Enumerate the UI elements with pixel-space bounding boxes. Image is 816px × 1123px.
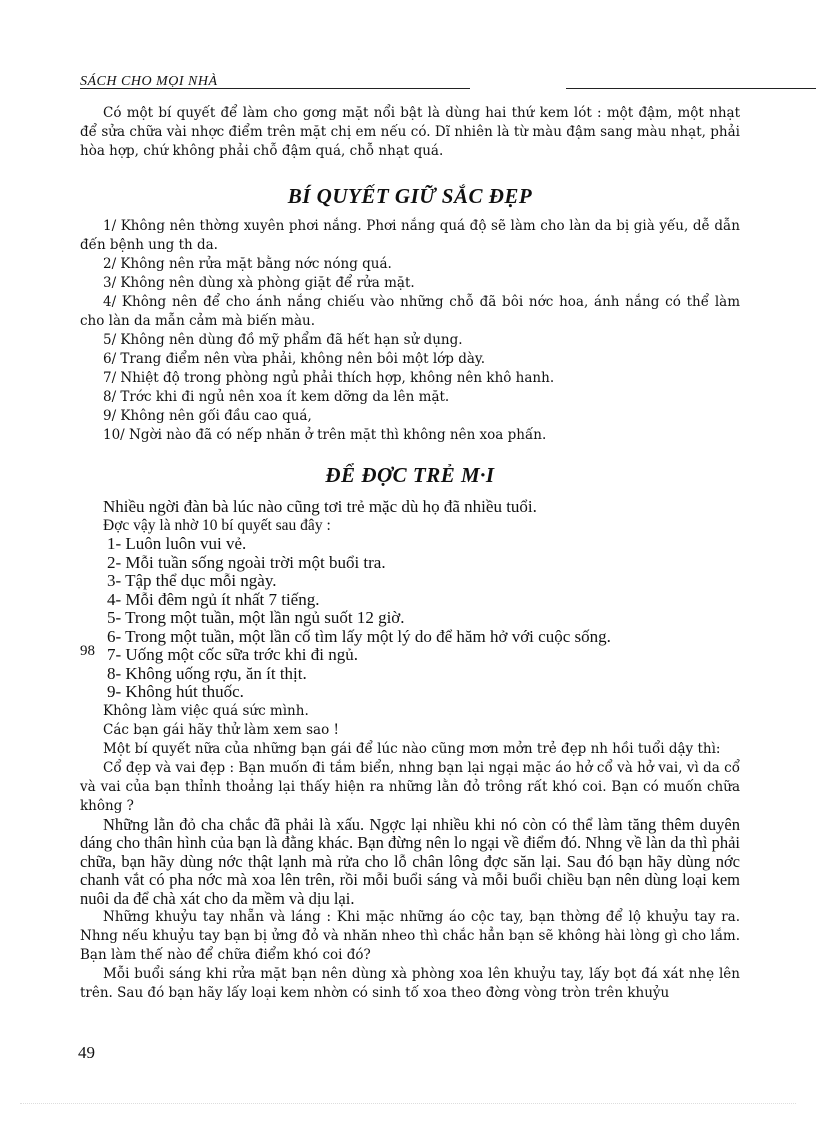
beauty-tips-list [80, 217, 740, 445]
section-title-stay-young: ĐỂ ĐỢC TRẺ M·I [325, 463, 495, 487]
young-secrets-list [80, 535, 740, 702]
tail-line: Các bạn gái hãy thử làm xem sao ! [103, 721, 339, 738]
page-number: 49 [78, 1043, 95, 1062]
list-item: 8- Không uống rợu, ăn ít thịt. [107, 663, 307, 683]
tip-item: 2/ Không nên rửa mặt bằng nớc nóng quá. [103, 256, 392, 272]
running-header: SÁCH CHO MỌI NHÀ [80, 74, 218, 89]
list-item: 2- Mỗi tuần sống ngoài trời một buổi tra. [107, 552, 386, 572]
body-paragraph: Những khuỷu tay nhẵn và láng : Khi mặc những áo cộc tay, bạn thờng để lộ khuỷu tay ra. Nhng nếu khuỷu tay bạn bị ửng đỏ và nhăn nheo thì chắc hẳn bạn sẽ không hài lòng gì cho lắm. Bạn làm thế nào để chữa điểm khó coi đó? [80, 909, 740, 963]
tip-item: 9/ Không nên gối đầu cao quá, [103, 408, 312, 424]
header-rule-left [80, 88, 470, 89]
header-rule-right [566, 88, 816, 89]
body-paragraph: Mỗi buổi sáng khi rửa mặt bạn nên dùng xà phòng xoa lên khuỷu tay, lấy bọt đá xát nhẹ lên trên. Sau đó bạn hãy lấy loại kem nhờn có sinh tố xoa theo đờng vòng tròn trên khuỷu [80, 966, 740, 1001]
list-item: 3- Tập thể dục mỗi ngày. [107, 571, 277, 590]
tail-line: Không làm việc quá sức mình. [103, 702, 309, 719]
body-paragraph: Cổ đẹp và vai đẹp : Bạn muốn đi tắm biển, nhng bạn lại ngại mặc áo hở cổ và hở vai, vì da cổ và vai của bạn thỉnh thoảng lại thấy hiện ra những lằn đỏ trông rất khó coi. Bạn có muốn chữa không ? [80, 759, 740, 814]
section-title-beauty-secrets: BÍ QUYẾT GIỮ SẮC ĐẸP [287, 184, 533, 208]
tip-item: 8/ Trớc khi đi ngủ nên xoa ít kem dỡng da lên mặt. [103, 389, 450, 405]
young-intro-line: Đợc vậy là nhờ 10 bí quyết sau đây : [103, 516, 331, 534]
tip-item: 4/ Không nên để cho ánh nắng chiếu vào những chỗ đã bôi nớc hoa, ánh nắng có thể làm cho làn da mẫn cảm mà biến màu. [80, 294, 740, 329]
page-body [80, 104, 740, 1003]
list-item: 4- Mỗi đêm ngủ ít nhất 7 tiếng. [107, 589, 320, 609]
list-item: 7- Uống một cốc sữa trớc khi đi ngủ. [107, 645, 358, 664]
tip-item: 6/ Trang điểm nên vừa phải, không nên bôi một lớp dày. [103, 351, 486, 367]
tip-item: 10/ Ngời nào đã có nếp nhăn ở trên mặt thì không nên xoa phấn. [103, 427, 547, 443]
body-paragraph: Một bí quyết nữa của những bạn gái để lúc nào cũng mơn mởn trẻ đẹp nh hồi tuổi dậy thì: [103, 740, 721, 757]
side-page-number: 98 [80, 643, 95, 659]
list-item: 5- Trong một tuần, một lần ngủ suốt 12 giờ. [107, 608, 405, 627]
tip-item: 1/ Không nên thờng xuyên phơi nắng. Phơi nắng quá độ sẽ làm cho làn da bị già yếu, dễ dẫn đến bệnh ung th da. [80, 218, 740, 253]
intro-paragraph: Có một bí quyết để làm cho gơng mặt nổi bật là dùng hai thứ kem lót : một đậm, một nhạt để sửa chữa vài nhợc điểm trên mặt chị em nếu có. Dĩ nhiên là từ màu đậm sang màu nhạt, phải hòa hợp, chứ không phải chỗ đậm quá, chỗ nhạt quá. [80, 105, 740, 159]
tip-item: 3/ Không nên dùng xà phòng giặt để rửa mặt. [103, 275, 415, 291]
list-item: 6- Trong một tuần, một lần cố tìm lấy một lý do để hăm hở với cuộc sống. [107, 626, 611, 646]
footer-divider [20, 1103, 796, 1104]
list-item: 1- Luôn luôn vui vẻ. [107, 534, 247, 553]
young-intro-line: Nhiều ngời đàn bà lúc nào cũng tơi trẻ mặc dù họ đã nhiều tuổi. [103, 497, 537, 516]
tip-item: 5/ Không nên dùng đồ mỹ phẩm đã hết hạn sử dụng. [103, 332, 463, 348]
tip-item: 7/ Nhiệt độ trong phòng ngủ phải thích hợp, không nên khô hanh. [103, 370, 555, 386]
body-paragraph: Những lằn đỏ cha chắc đã phải là xấu. Ngợc lại nhiều khi nó còn có thể làm tăng thêm duyên dáng cho thân hình của bạn là đằng khác. Bạn đừng nên lo ngại về điểm đó. Nhng về làn da thì phải chữa, bạn hãy dùng nớc thật lạnh mà rửa cho lỗ chân lông đợc săn lại. Sau đó bạn hãy dùng nớc chanh vắt có pha nớc mà xoa lên trên, rồi mỗi buổi sáng và mỗi buổi chiều bạn nên dùng loại kem nuôi da để chà xát cho da mềm và dịu lại. [80, 814, 740, 908]
list-item: 9- Không hút thuốc. [107, 682, 244, 701]
